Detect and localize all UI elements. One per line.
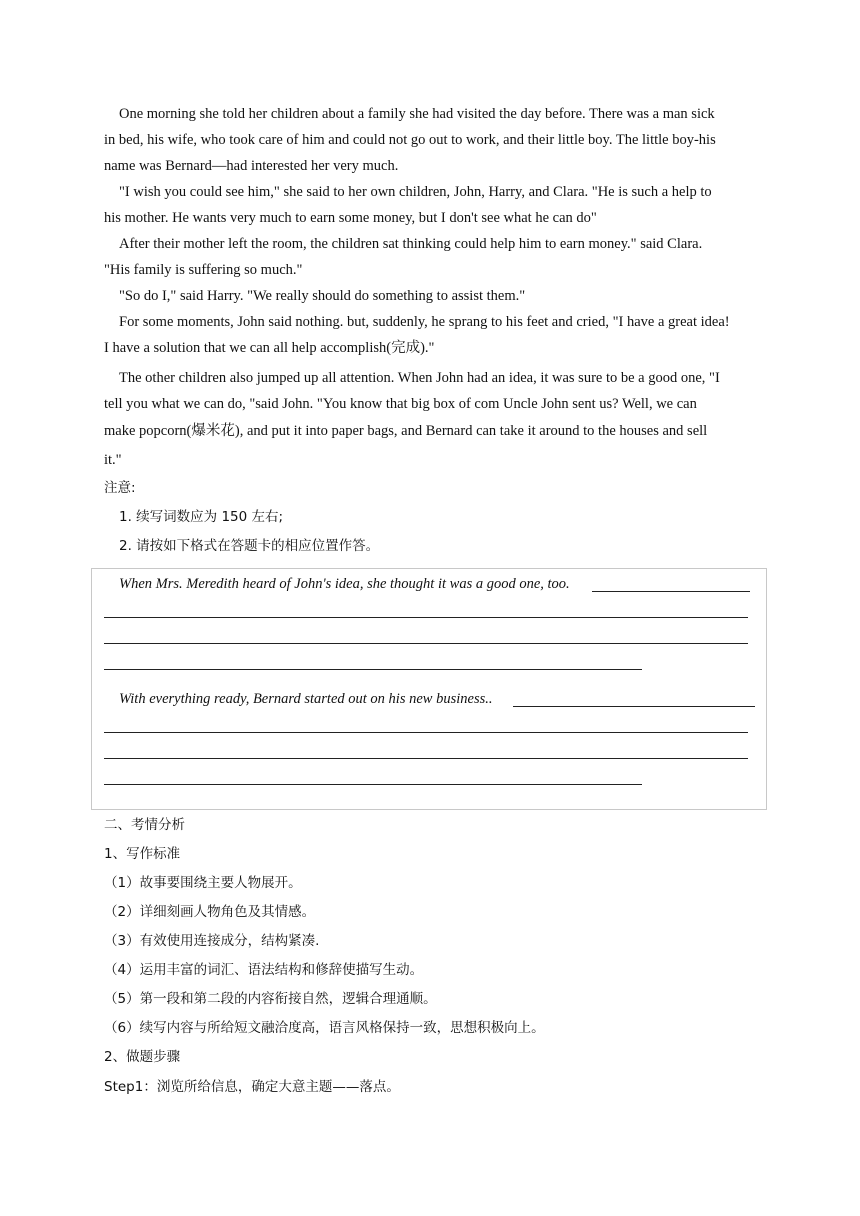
- story-line: name was Bernard—had interested her very much.: [104, 158, 399, 174]
- standard-item: （4）运用丰富的词汇、语法结构和修辞使描写生动。: [104, 962, 424, 978]
- story-line: After their mother left the room, the children sat thinking could help him to earn money." said Clara.: [119, 236, 703, 252]
- section-title: 二、考情分析: [104, 817, 185, 833]
- continuation-prompt-1: When Mrs. Meredith heard of John's idea, she thought it was a good one, too.: [119, 576, 570, 592]
- standard-item: （5）第一段和第二段的内容衔接自然，逻辑合理通顺。: [104, 991, 437, 1007]
- standard-item: （6）续写内容与所给短文融洽度高，语言风格保持一致，思想积极向上。: [104, 1020, 545, 1036]
- story-line: tell you what we can do, "said John. "You know that big box of com Uncle John sent us? Well, we can: [104, 396, 697, 412]
- story-line: "So do I," said Harry. "We really should do something to assist them.": [119, 288, 526, 304]
- step-item: Step1：浏览所给信息，确定大意主题——落点。: [104, 1079, 400, 1095]
- answer-line: [513, 706, 755, 707]
- notes-heading: 注意:: [104, 480, 136, 496]
- answer-line: [104, 732, 748, 733]
- subsection-title: 2、做题步骤: [104, 1049, 181, 1065]
- subsection-title: 1、写作标准: [104, 846, 181, 862]
- notes-item: 1. 续写词数应为 150 左右;: [119, 509, 284, 525]
- story-line: "His family is suffering so much.": [104, 262, 303, 278]
- standard-item: （3）有效使用连接成分，结构紧凑.: [104, 933, 320, 949]
- answer-line: [104, 758, 748, 759]
- story-line: For some moments, John said nothing. but, suddenly, he sprang to his feet and cried, "I have a great idea!: [119, 314, 730, 330]
- continuation-prompt-2: With everything ready, Bernard started out on his new business..: [119, 691, 493, 707]
- answer-line: [592, 591, 750, 592]
- story-line: his mother. He wants very much to earn some money, but I don't see what he can do": [104, 210, 597, 226]
- notes-item: 2. 请按如下格式在答题卡的相应位置作答。: [119, 538, 380, 554]
- story-line: make popcorn(爆米花), and put it into paper bags, and Bernard can take it around to the houses and sell: [104, 423, 708, 439]
- standard-item: （2）详细刻画人物角色及其情感。: [104, 904, 316, 920]
- answer-line: [104, 669, 642, 670]
- story-line: The other children also jumped up all attention. When John had an idea, it was sure to be a good one, "I: [119, 370, 720, 386]
- story-line: One morning she told her children about a family she had visited the day before. There was a man sick: [119, 106, 715, 122]
- story-line: I have a solution that we can all help accomplish(完成).": [104, 340, 435, 356]
- answer-line: [104, 617, 748, 618]
- story-line: it.": [104, 452, 122, 468]
- answer-line: [104, 784, 642, 785]
- standard-item: （1）故事要围绕主要人物展开。: [104, 875, 302, 891]
- story-line: in bed, his wife, who took care of him and could not go out to work, and their little boy. The little boy-his: [104, 132, 716, 148]
- story-line: "I wish you could see him," she said to her own children, John, Harry, and Clara. "He is such a help to: [119, 184, 712, 200]
- answer-line: [104, 643, 748, 644]
